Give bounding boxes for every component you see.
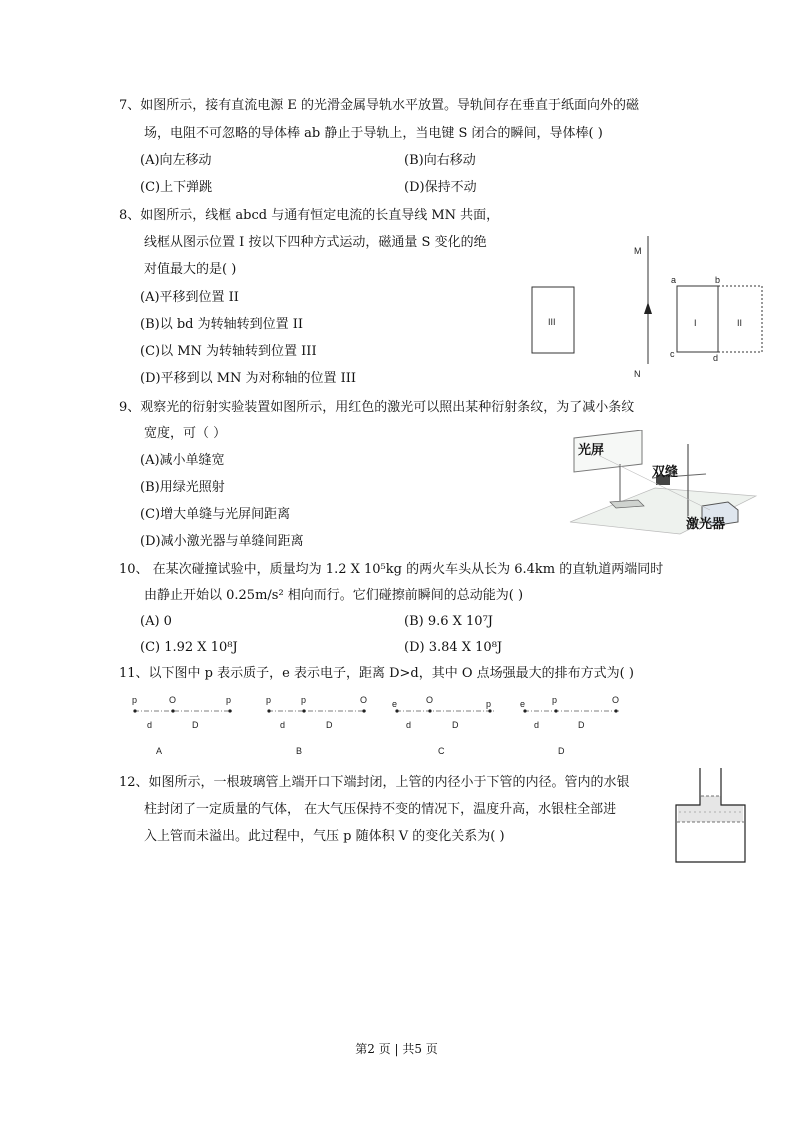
distance-big-d-label: D	[192, 720, 199, 730]
q12-text-line3: 入上管而未溢出。此过程中，气压 p 随体积 V 的变化关系为( )	[144, 829, 505, 844]
q11-text-line1: 11、以下图中 p 表示质子，e 表示电子，距离 D>d，其中 O 点场强最大的排布方式为( )	[119, 666, 634, 681]
charge-label: p	[486, 699, 492, 709]
q9-option-a: (A)减小单缝宽	[140, 453, 225, 468]
q7-text-line1: 7、如图所示，接有直流电源 E 的光滑金属导轨水平放置。导轨间存在垂直于纸面向外的磁	[119, 98, 640, 113]
q11-diagram-a	[126, 692, 246, 762]
q10-text-line1: 10、 在某次碰撞试验中，质量均为 1.2 X 10⁵kg 的两火车头从长为 6.4km 的直轨道两端同时	[119, 562, 664, 577]
q9-option-d: (D)减小激光器与单缝间距离	[140, 534, 304, 549]
q8-option-c: (C)以 MN 为转轴转到位置 III	[140, 344, 317, 359]
q7-text-line2: 场，电阻不可忽略的导体棒 ab 静止于导轨上，当电键 S 闭合的瞬间，导体棒( )	[144, 126, 603, 141]
q8-text-line3: 对值最大的是( )	[144, 262, 237, 277]
q9-apparatus-figure	[560, 430, 760, 540]
q12-text-line2: 柱封闭了一定质量的气体， 在大气压保持不变的情况下，温度升高，水银柱全部进	[144, 802, 617, 817]
q11-diagram-c	[388, 692, 508, 762]
q8-option-d: (D)平移到以 MN 为对称轴的位置 III	[140, 371, 357, 386]
label-screen: 光屏	[578, 443, 605, 458]
label-n: N	[634, 369, 641, 379]
point-o-label: O	[169, 695, 177, 705]
distance-big-d-label: D	[452, 720, 459, 730]
q7-option-b: (B)向右移动	[404, 153, 476, 168]
q8-text-line2: 线框从图示位置 I 按以下四种方式运动，磁通量 S 变化的绝	[144, 235, 487, 250]
label-laser: 激光器	[686, 517, 726, 532]
point-o-label: O	[426, 695, 434, 705]
choice-letter: D	[558, 746, 565, 756]
mercury-upper	[700, 796, 721, 805]
q10-text-line2: 由静止开始以 0.25m/s² 相向而行。它们碰擦前瞬间的总动能为( )	[144, 588, 524, 603]
q10-option-c: (C) 1.92 X 10⁸J	[140, 640, 238, 655]
choice-letter: B	[296, 746, 303, 756]
q11-diagram-b	[260, 692, 380, 762]
point-o-label: O	[360, 695, 368, 705]
q11-diagram-d	[516, 692, 636, 762]
charge-label: e	[520, 699, 526, 709]
choice-letter: C	[438, 746, 445, 756]
distance-d-label: d	[406, 720, 412, 730]
distance-big-d-label: D	[578, 720, 585, 730]
label-m: M	[634, 246, 642, 256]
q9-text-line2: 宽度，可（ ）	[144, 426, 227, 441]
q9-option-b: (B)用绿光照射	[140, 480, 225, 495]
q9-text-line1: 9、观察光的衍射实验装置如图所示，用红色的激光可以照出某种衍射条纹，为了减小条纹	[119, 400, 635, 415]
label-double-slit: 双缝	[652, 465, 679, 480]
q7-option-c: (C)上下弹跳	[140, 180, 213, 195]
distance-d-label: d	[280, 720, 286, 730]
choice-letter: A	[156, 746, 163, 756]
q9-option-c: (C)增大单缝与光屏间距离	[140, 507, 291, 522]
q8-option-a: (A)平移到位置 II	[140, 290, 239, 305]
label-ii: II	[737, 318, 743, 328]
label-b: b	[715, 275, 721, 285]
label-c: c	[670, 349, 675, 359]
charge-label: e	[392, 699, 398, 709]
q10-option-b: (B) 9.6 X 10⁷J	[404, 614, 493, 629]
distance-big-d-label: D	[326, 720, 333, 730]
charge-label: p	[226, 695, 232, 705]
charge-label: p	[266, 695, 272, 705]
q12-text-line1: 12、如图所示，一根玻璃管上端开口下端封闭，上管的内径小于下管的内径。管内的水银	[119, 775, 630, 790]
page-footer: 第2 页 | 共5 页	[355, 1042, 438, 1056]
label-i: I	[694, 318, 697, 328]
point-o-label: O	[612, 695, 620, 705]
q8-text-line1: 8、如图所示，线框 abcd 与通有恒定电流的长直导线 MN 共面，	[119, 208, 500, 223]
distance-d-label: d	[147, 720, 153, 730]
label-iii: III	[548, 317, 556, 327]
mercury-lower	[678, 805, 743, 822]
current-arrow-icon	[644, 302, 652, 314]
charge-label: p	[552, 695, 558, 705]
q8-figure	[520, 236, 770, 386]
frame-position-i	[677, 286, 718, 352]
q7-option-a: (A)向左移动	[140, 153, 212, 168]
label-a: a	[671, 275, 677, 285]
q7-option-d: (D)保持不动	[404, 180, 477, 195]
charge-label: p	[301, 695, 307, 705]
q12-tube-figure	[670, 766, 760, 866]
q10-option-d: (D) 3.84 X 10⁸J	[404, 640, 503, 655]
charge-label: p	[132, 695, 138, 705]
q10-option-a: (A) 0	[140, 614, 172, 629]
q8-option-b: (B)以 bd 为转轴转到位置 II	[140, 317, 304, 332]
label-d: d	[713, 353, 719, 363]
distance-d-label: d	[534, 720, 540, 730]
